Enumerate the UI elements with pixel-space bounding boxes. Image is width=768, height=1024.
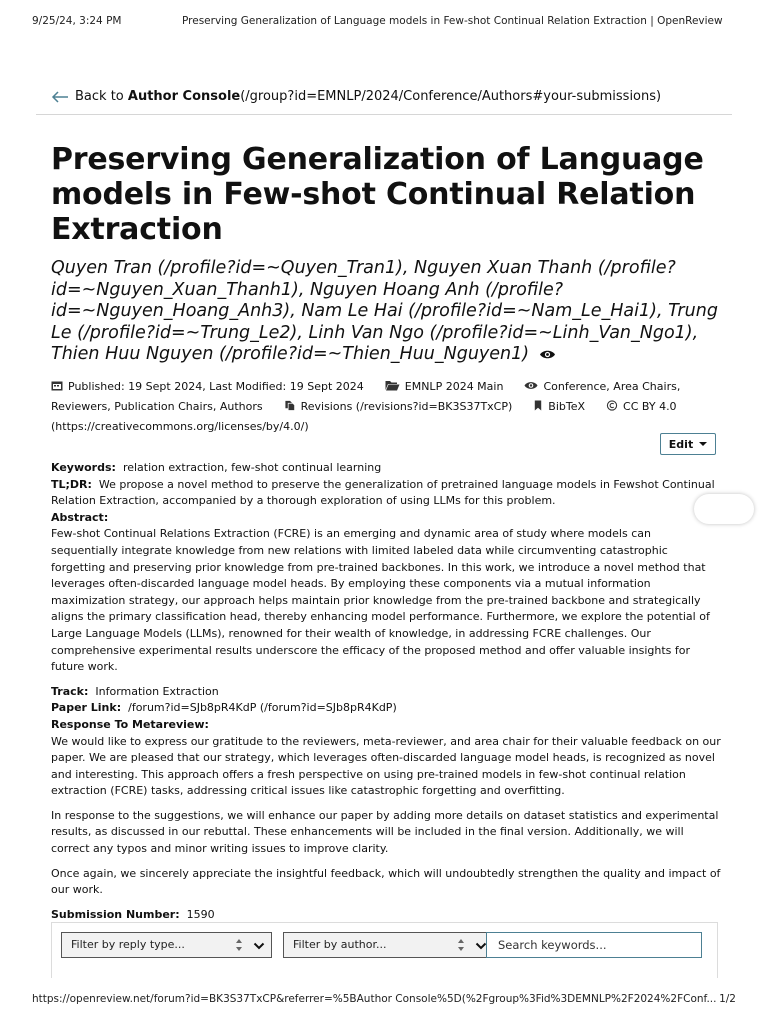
chevron-down-icon	[253, 941, 265, 951]
authors-text: Quyen Tran (/profile?id=~Quyen_Tran1), Nguyen Xuan Thanh (/profile?id=~Nguyen_Xuan_Thanh1), Nguyen Hoang Anh (/profile?id=~Nguyen_Hoang_Anh3), Nam Le Hai (/profile?id=~Nam_Le_Hai1), Trung Le (/profile?id=~Trung_Le2), Linh Van Ngo (/profile?id=~Linh_Van_Ngo1), Thien Huu Nguyen (/profile?id=~Thien_Huu_Nguyen1)	[51, 258, 718, 365]
keywords-value: relation extraction, few-shot continual learning	[122, 461, 382, 474]
header-divider	[36, 114, 732, 115]
back-link-target: Author Console	[127, 89, 241, 104]
files-icon	[284, 400, 296, 411]
meta-readers-text: Conference, Area Chairs, Reviewers, Publication Chairs, Authors	[51, 380, 681, 413]
eye-icon[interactable]	[539, 349, 556, 360]
search-keywords-input[interactable]	[486, 932, 702, 958]
print-datetime: 9/25/24, 3:24 PM	[32, 15, 122, 27]
paper-link-field	[51, 700, 721, 717]
note-content	[51, 460, 721, 923]
keywords-field	[51, 460, 721, 477]
response-label: Response To Metareview:	[51, 717, 209, 731]
search-placeholder: Search keywords...	[498, 938, 607, 952]
meta-dates-text: Published: 19 Sept 2024, Last Modified: 19 Sept 2024	[68, 380, 364, 393]
response-paragraph-3: Once again, we sincerely appreciate the insightful feedback, which will undoubtedly strengthen the quality and impact of our work.	[51, 866, 721, 897]
track-field	[51, 684, 721, 701]
eye-icon	[524, 380, 538, 391]
edit-button-label: Edit	[668, 437, 694, 451]
back-link-url: (/group?id=EMNLP/2024/Conference/Authors#your-submissions)	[240, 89, 662, 104]
meta-venue-text: EMNLP 2024 Main	[404, 380, 504, 393]
calendar-icon	[51, 380, 63, 391]
print-page-number: 1/2	[719, 993, 736, 1005]
tldr-value: We propose a novel method to preserve the generalization of pretrained language models in Fewshot Continual Relation Extraction, accompanied by a thorough exploration of using LLMs for this problem.	[51, 477, 715, 508]
print-footer	[32, 993, 736, 1009]
paper-title: Preserving Generalization of Language models in Few-shot Continual Relation Extraction	[51, 142, 704, 247]
reply-type-placeholder: Filter by reply type...	[71, 938, 185, 951]
track-value: Information Extraction	[95, 684, 219, 698]
tldr-field	[51, 477, 721, 510]
meta-revisions-link[interactable]	[284, 400, 516, 413]
back-to-author-console-link[interactable]	[51, 89, 661, 104]
meta-bibtex-link[interactable]	[533, 400, 588, 413]
author-filter-placeholder: Filter by author...	[293, 938, 387, 951]
paper-meta	[51, 377, 723, 437]
edit-button[interactable]	[660, 433, 716, 455]
keywords-label: Keywords:	[51, 461, 116, 474]
paper-link-value[interactable]: /forum?id=SJb8pR4KdP (/forum?id=SJb8pR4KdP)	[128, 701, 397, 715]
meta-revisions-text: Revisions (/revisions?id=BK3S37TxCP)	[300, 400, 513, 413]
meta-bibtex-text: BibTeX	[548, 400, 586, 413]
print-url: https://openreview.net/forum?id=BK3S37TxCP&referrer=%5BAuthor Console%5D(%2Fgroup%3Fid%3DEMNLP%2F2024%2FConf...	[32, 993, 717, 1005]
abstract-value: Few-shot Continual Relations Extraction (FCRE) is an emerging and dynamic area of study where models can sequentially integrate knowledge from new relations with limited labeled data while circumventing catastrophic forgetting and preserving prior knowledge from pre-trained backbones. In this work, we introduce a novel method that leverages often-discarded language model heads. By employing these components via a mutual information maximization strategy, our approach helps maintain prior knowledge from the pre-trained backbone and strategically aligns the primary classification head, thereby enhancing model performance. Furthermore, we explore the potential of Large Language Models (LLMs), renowned for their wealth of knowledge, in addressing FCRE challenges. Our comprehensive experimental results underscore the efficacy of the proposed method and offer valuable insights for future work.	[51, 527, 710, 674]
caret-down-icon	[699, 442, 707, 446]
submission-number-field	[51, 907, 721, 924]
track-label: Track:	[51, 684, 89, 698]
paper-link-label: Paper Link:	[51, 701, 122, 715]
submission-number-value: 1590	[186, 907, 215, 921]
response-paragraph-2: In response to the suggestions, we will enhance our paper by adding more details on dataset statistics and experimental results, as discussed in our rebuttal. These enhancements will be included in the final version. Additionally, we will correct any typos and minor writing issues to improve clarity.	[51, 808, 719, 856]
filter-by-author-select[interactable]	[283, 932, 494, 958]
meta-license-text: CC BY 4.0 (https://creativecommons.org/licenses/by/4.0/)	[51, 400, 677, 433]
back-link-prefix: Back to	[75, 89, 124, 104]
response-paragraph-1: We would like to express our gratitude to the reviewers, meta-reviewer, and area chair for their valuable feedback on our paper. We are pleased that our strategy, which leverages often-discarded language model heads, is recognized as novel and interesting. This approach offers a fresh perspective on using pre-trained models in few-shot continual relation extraction (FCRE) tasks, addressing critical issues like catastrophic forgetting and overfitting.	[51, 734, 721, 798]
abstract-label: Abstract:	[51, 510, 109, 524]
copyright-icon	[606, 400, 618, 411]
tldr-label: TL;DR:	[51, 477, 92, 491]
discussion-filter-bar	[51, 922, 718, 978]
author-list	[51, 258, 723, 366]
bookmark-icon	[533, 400, 543, 411]
spinner-icon	[235, 936, 243, 954]
folder-open-icon	[385, 380, 400, 391]
filter-by-reply-type-select[interactable]	[61, 932, 272, 958]
meta-venue[interactable]	[385, 380, 507, 393]
print-header	[32, 15, 736, 31]
meta-dates	[51, 380, 367, 393]
submission-number-label: Submission Number:	[51, 907, 180, 921]
print-document-title: Preserving Generalization of Language models in Few-shot Continual Relation Extraction | OpenReview	[182, 15, 723, 27]
arrow-left-icon	[51, 91, 69, 103]
spinner-icon	[457, 936, 465, 954]
